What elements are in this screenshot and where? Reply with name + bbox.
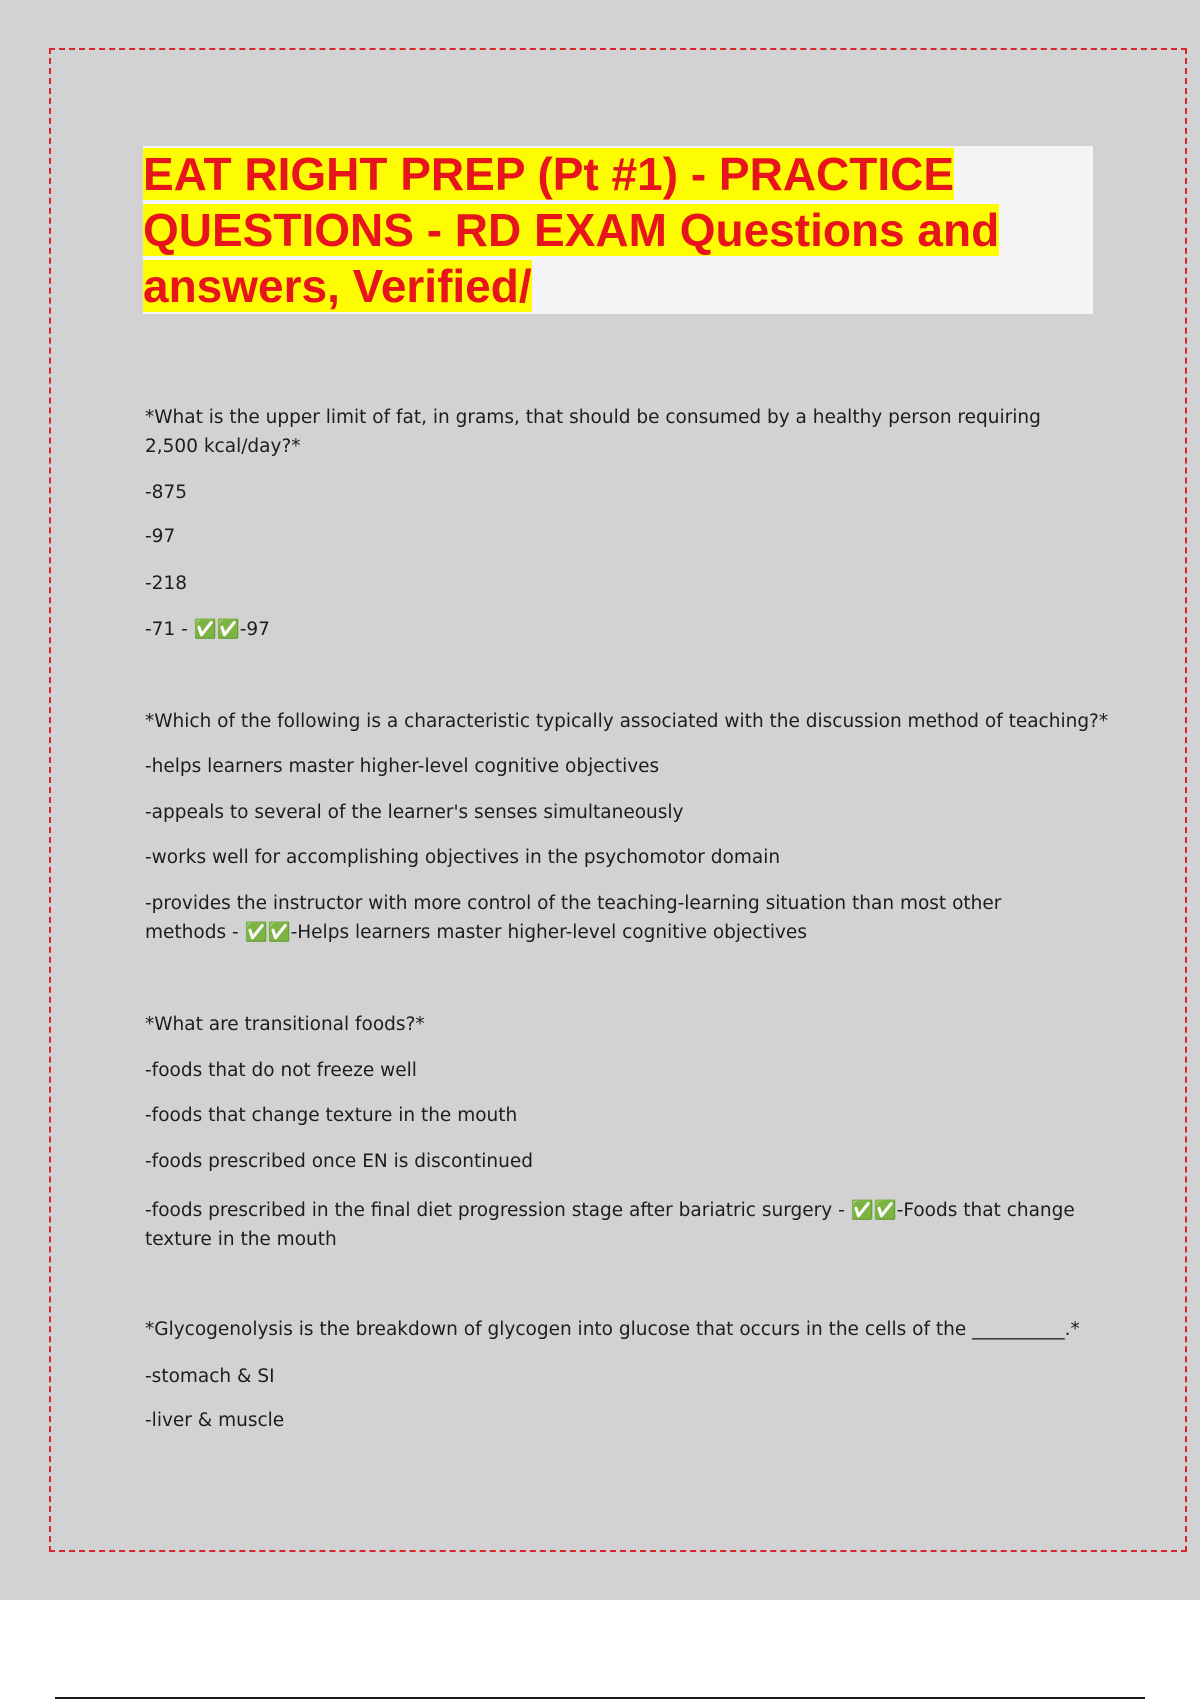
document-title bbox=[143, 146, 1093, 314]
footer-divider bbox=[55, 1697, 1145, 1699]
title-block bbox=[143, 146, 1093, 314]
answer-option: -stomach & SI bbox=[145, 1366, 275, 1387]
answer-option: -97 bbox=[145, 526, 176, 547]
answer-option: -helps learners master higher-level cognitive objectives bbox=[145, 756, 660, 777]
answer-option-with-answer: -foods prescribed in the final diet progression stage after bariatric surgery - ✅✅-Foods that change texture in the mouth bbox=[145, 1200, 1075, 1250]
question-prompt: *Which of the following is a characteristic typically associated with the discussion method of teaching?* bbox=[145, 711, 1109, 732]
answer-option: -218 bbox=[145, 573, 187, 594]
title-line: QUESTIONS - RD EXAM Questions and bbox=[143, 204, 1000, 256]
answer-option: -875 bbox=[145, 482, 187, 503]
answer-option: -works well for accomplishing objectives in the psychomotor domain bbox=[145, 847, 781, 868]
answer-option: -liver & muscle bbox=[145, 1410, 285, 1431]
question-prompt: *What are transitional foods?* bbox=[145, 1014, 425, 1035]
answer-option: -foods that do not freeze well bbox=[145, 1060, 417, 1081]
title-line: answers, Verified/ bbox=[143, 260, 532, 312]
answer-option-with-answer: -71 - ✅✅-97 bbox=[145, 619, 270, 640]
answer-option-with-answer: -provides the instructor with more control of the teaching-learning situation than most other methods - ✅✅-Helps learners master higher-level cognitive objectives bbox=[145, 893, 1002, 943]
title-line: EAT RIGHT PREP (Pt #1) - PRACTICE bbox=[143, 148, 955, 200]
answer-option: -appeals to several of the learner's senses simultaneously bbox=[145, 802, 684, 823]
answer-option: -foods that change texture in the mouth bbox=[145, 1105, 518, 1126]
question-prompt: *Glycogenolysis is the breakdown of glycogen into glucose that occurs in the cells of the __________.* bbox=[145, 1319, 1080, 1340]
question-prompt: *What is the upper limit of fat, in grams, that should be consumed by a healthy person requiring 2,500 kcal/day?* bbox=[145, 407, 1041, 457]
answer-option: -foods prescribed once EN is discontinued bbox=[145, 1151, 533, 1172]
